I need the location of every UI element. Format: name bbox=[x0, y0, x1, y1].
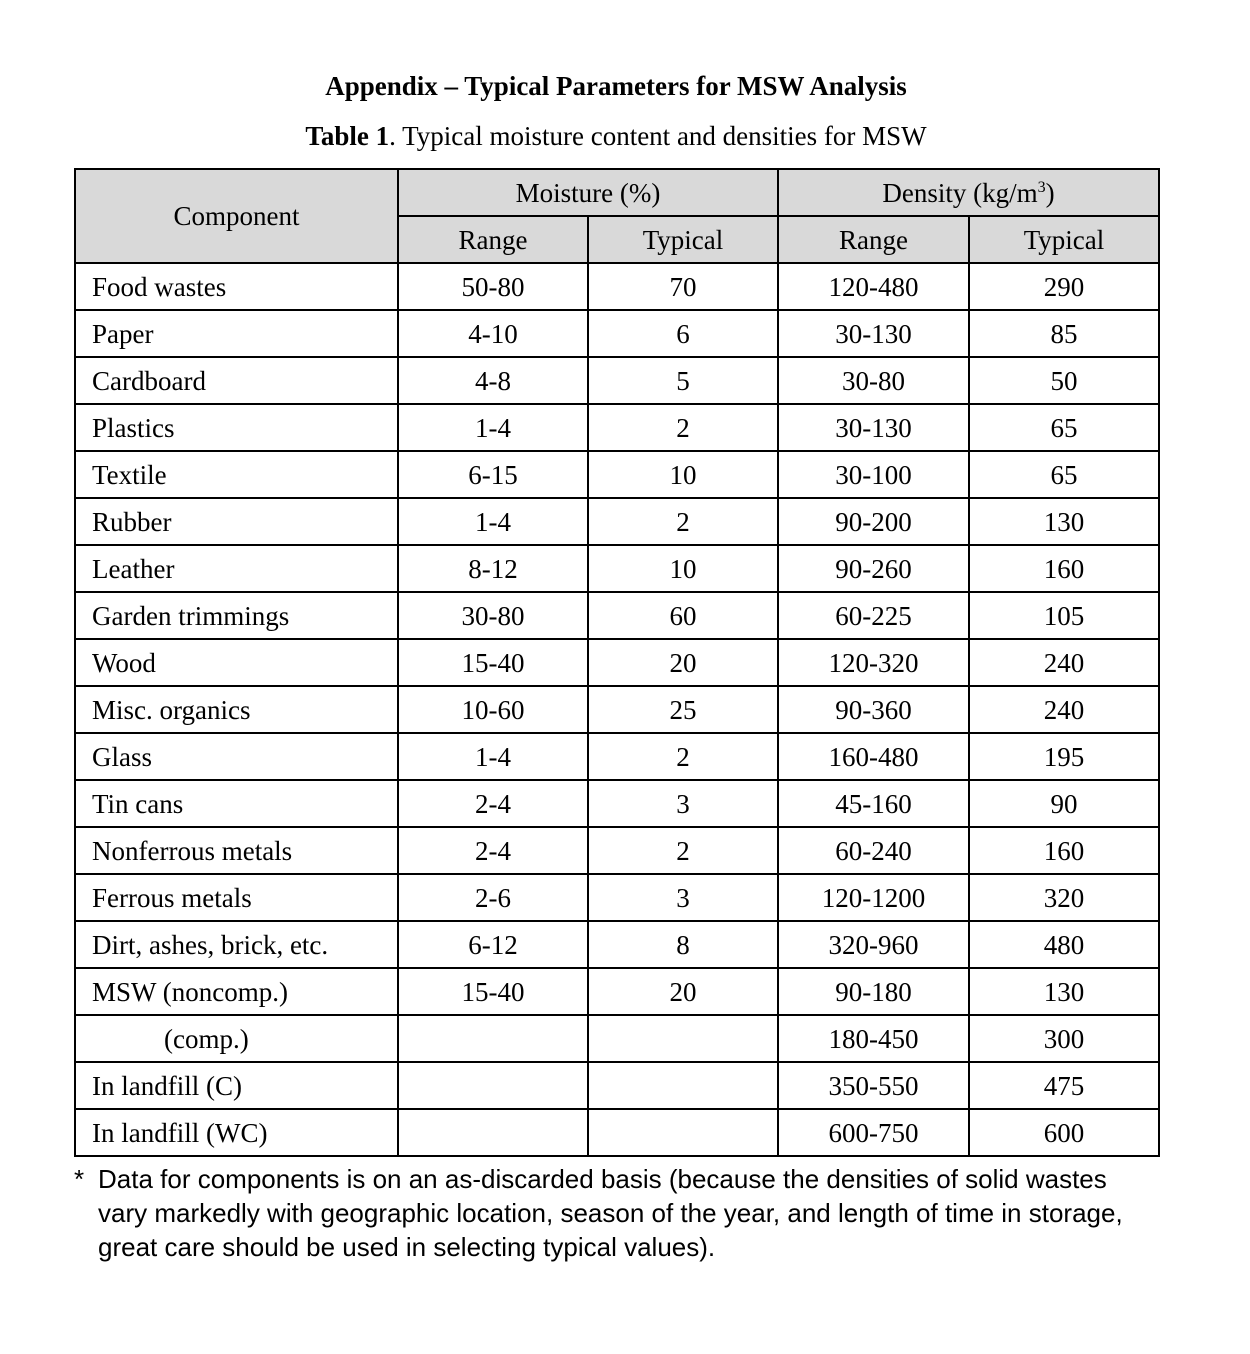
row-component: Glass bbox=[75, 733, 398, 780]
row-density-typical: 105 bbox=[969, 592, 1159, 639]
row-density-range: 60-225 bbox=[778, 592, 969, 639]
table-row bbox=[75, 1062, 1159, 1109]
table-row bbox=[75, 310, 1159, 357]
table-row bbox=[75, 780, 1159, 827]
table-row bbox=[75, 686, 1159, 733]
row-density-typical: 85 bbox=[969, 310, 1159, 357]
row-moisture-range: 8-12 bbox=[398, 545, 588, 592]
table-caption-label: Table 1 bbox=[305, 121, 390, 151]
row-moisture-typical: 70 bbox=[588, 263, 778, 310]
row-moisture-typical: 5 bbox=[588, 357, 778, 404]
row-density-range: 120-1200 bbox=[778, 874, 969, 921]
row-density-range: 45-160 bbox=[778, 780, 969, 827]
row-moisture-range: 50-80 bbox=[398, 263, 588, 310]
row-moisture-range bbox=[398, 1015, 588, 1062]
table-row bbox=[75, 827, 1159, 874]
footnote-marker: * bbox=[74, 1164, 85, 1194]
table-row bbox=[75, 1109, 1159, 1156]
table-row bbox=[75, 1015, 1159, 1062]
row-density-typical: 160 bbox=[969, 545, 1159, 592]
row-component: Garden trimmings bbox=[75, 592, 398, 639]
row-moisture-typical: 8 bbox=[588, 921, 778, 968]
row-moisture-typical: 10 bbox=[588, 451, 778, 498]
table-row bbox=[75, 592, 1159, 639]
footnote-text: Data for components is on an as-discarded basis (because the densities of solid wastes vary markedly with geographic location, season of the year, and length of time in storage, great care should be used in selecting typical values). bbox=[98, 1164, 1123, 1262]
row-moisture-typical: 10 bbox=[588, 545, 778, 592]
row-density-range: 30-130 bbox=[778, 310, 969, 357]
row-density-typical: 90 bbox=[969, 780, 1159, 827]
table-row bbox=[75, 451, 1159, 498]
msw-parameters-table bbox=[74, 168, 1160, 1157]
header-row-groups bbox=[75, 169, 1159, 216]
row-moisture-typical: 2 bbox=[588, 733, 778, 780]
header-density-suffix: ) bbox=[1045, 177, 1055, 208]
row-density-range: 320-960 bbox=[778, 921, 969, 968]
row-moisture-range: 15-40 bbox=[398, 639, 588, 686]
row-moisture-range: 6-15 bbox=[398, 451, 588, 498]
row-density-typical: 480 bbox=[969, 921, 1159, 968]
row-moisture-typical bbox=[588, 1062, 778, 1109]
row-density-typical: 240 bbox=[969, 639, 1159, 686]
row-moisture-typical: 20 bbox=[588, 968, 778, 1015]
row-moisture-typical bbox=[588, 1015, 778, 1062]
table-row bbox=[75, 545, 1159, 592]
row-moisture-range: 1-4 bbox=[398, 733, 588, 780]
row-moisture-range: 2-4 bbox=[398, 827, 588, 874]
table-row bbox=[75, 404, 1159, 451]
row-density-typical: 320 bbox=[969, 874, 1159, 921]
table-caption bbox=[0, 118, 1232, 154]
row-density-typical: 130 bbox=[969, 968, 1159, 1015]
row-component: Paper bbox=[75, 310, 398, 357]
row-moisture-range: 4-10 bbox=[398, 310, 588, 357]
header-moisture-typical: Typical bbox=[588, 216, 778, 263]
row-density-typical: 240 bbox=[969, 686, 1159, 733]
row-density-typical: 130 bbox=[969, 498, 1159, 545]
row-component: MSW (noncomp.) bbox=[75, 968, 398, 1015]
row-moisture-range: 4-8 bbox=[398, 357, 588, 404]
row-density-range: 90-260 bbox=[778, 545, 969, 592]
row-component: Plastics bbox=[75, 404, 398, 451]
row-component: Leather bbox=[75, 545, 398, 592]
header-moisture-range: Range bbox=[398, 216, 588, 263]
row-density-range: 120-320 bbox=[778, 639, 969, 686]
row-moisture-typical bbox=[588, 1109, 778, 1156]
header-density-prefix: Density (kg/m bbox=[882, 177, 1038, 208]
row-component: In landfill (C) bbox=[75, 1062, 398, 1109]
row-density-range: 60-240 bbox=[778, 827, 969, 874]
row-moisture-range bbox=[398, 1062, 588, 1109]
header-moisture: Moisture (%) bbox=[398, 169, 778, 216]
row-moisture-typical: 3 bbox=[588, 874, 778, 921]
row-component: Rubber bbox=[75, 498, 398, 545]
row-moisture-typical: 25 bbox=[588, 686, 778, 733]
row-moisture-typical: 60 bbox=[588, 592, 778, 639]
row-component: Dirt, ashes, brick, etc. bbox=[75, 921, 398, 968]
row-moisture-range: 6-12 bbox=[398, 921, 588, 968]
row-density-typical: 160 bbox=[969, 827, 1159, 874]
row-moisture-range: 1-4 bbox=[398, 498, 588, 545]
row-component: Textile bbox=[75, 451, 398, 498]
row-component: (comp.) bbox=[75, 1015, 398, 1062]
row-density-typical: 475 bbox=[969, 1062, 1159, 1109]
row-density-typical: 300 bbox=[969, 1015, 1159, 1062]
row-component: Tin cans bbox=[75, 780, 398, 827]
row-density-typical: 50 bbox=[969, 357, 1159, 404]
row-component: Misc. organics bbox=[75, 686, 398, 733]
header-density-range: Range bbox=[778, 216, 969, 263]
table-row bbox=[75, 874, 1159, 921]
table-row bbox=[75, 639, 1159, 686]
row-component: Food wastes bbox=[75, 263, 398, 310]
table-row bbox=[75, 357, 1159, 404]
row-moisture-typical: 6 bbox=[588, 310, 778, 357]
table-body bbox=[75, 263, 1159, 1156]
row-density-typical: 65 bbox=[969, 451, 1159, 498]
row-density-range: 350-550 bbox=[778, 1062, 969, 1109]
appendix-title: Appendix – Typical Parameters for MSW Analysis bbox=[325, 71, 907, 101]
table-row bbox=[75, 733, 1159, 780]
row-moisture-range: 10-60 bbox=[398, 686, 588, 733]
row-density-typical: 195 bbox=[969, 733, 1159, 780]
table-row bbox=[75, 498, 1159, 545]
row-moisture-typical: 3 bbox=[588, 780, 778, 827]
row-density-typical: 65 bbox=[969, 404, 1159, 451]
header-density-sup: 3 bbox=[1037, 178, 1046, 196]
table-caption-text: . Typical moisture content and densities for MSW bbox=[389, 121, 927, 151]
row-moisture-range: 15-40 bbox=[398, 968, 588, 1015]
row-component: Nonferrous metals bbox=[75, 827, 398, 874]
row-moisture-range: 2-6 bbox=[398, 874, 588, 921]
row-moisture-typical: 2 bbox=[588, 404, 778, 451]
row-moisture-range bbox=[398, 1109, 588, 1156]
row-density-range: 30-130 bbox=[778, 404, 969, 451]
row-density-range: 90-200 bbox=[778, 498, 969, 545]
row-component: Wood bbox=[75, 639, 398, 686]
row-component: Ferrous metals bbox=[75, 874, 398, 921]
row-density-typical: 600 bbox=[969, 1109, 1159, 1156]
row-density-range: 600-750 bbox=[778, 1109, 969, 1156]
row-density-range: 90-180 bbox=[778, 968, 969, 1015]
row-density-range: 30-80 bbox=[778, 357, 969, 404]
row-density-typical: 290 bbox=[969, 263, 1159, 310]
header-density bbox=[778, 169, 1159, 216]
table-row bbox=[75, 263, 1159, 310]
row-moisture-range: 30-80 bbox=[398, 592, 588, 639]
row-density-range: 30-100 bbox=[778, 451, 969, 498]
row-moisture-typical: 2 bbox=[588, 827, 778, 874]
row-moisture-typical: 20 bbox=[588, 639, 778, 686]
row-density-range: 180-450 bbox=[778, 1015, 969, 1062]
row-moisture-range: 1-4 bbox=[398, 404, 588, 451]
table-row bbox=[75, 921, 1159, 968]
table-row bbox=[75, 968, 1159, 1015]
row-component: In landfill (WC) bbox=[75, 1109, 398, 1156]
table-header bbox=[75, 169, 1159, 263]
header-component: Component bbox=[75, 169, 398, 263]
row-component: Cardboard bbox=[75, 357, 398, 404]
row-density-range: 120-480 bbox=[778, 263, 969, 310]
row-moisture-typical: 2 bbox=[588, 498, 778, 545]
header-density-typical: Typical bbox=[969, 216, 1159, 263]
row-moisture-range: 2-4 bbox=[398, 780, 588, 827]
footnote bbox=[74, 1162, 1160, 1264]
row-density-range: 90-360 bbox=[778, 686, 969, 733]
row-density-range: 160-480 bbox=[778, 733, 969, 780]
